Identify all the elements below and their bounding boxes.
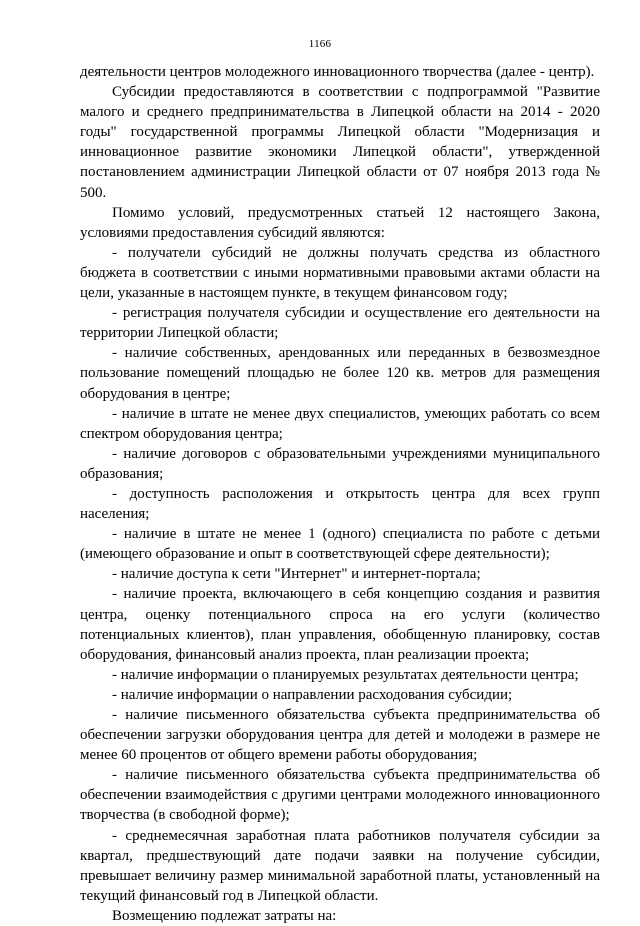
condition-item: - наличие проекта, включающего в себя концепцию создания и развития центра, оценку потенциального спроса на его услуги (количество потенциальных клиентов), план управления, обобщенную планировку, состав оборудования, финансовый анализ проекта, план реализации проекта; — [80, 586, 600, 663]
condition-item: - наличие собственных, арендованных или переданных в безвозмездное пользование помещений площадью не более 120 кв. метров для размещения оборудования в центре; — [80, 345, 600, 402]
condition-item: - доступность расположения и открытость центра для всех групп населения; — [80, 485, 600, 523]
condition-item: - наличие в штате не менее двух специалистов, умеющих работать со всем спектром оборудования центра; — [80, 405, 600, 442]
condition-item: - регистрация получателя субсидии и осуществление его деятельности на территории Липецкой области; — [80, 305, 600, 342]
condition-item: - наличие договоров с образовательными учреждениями муниципального образования; — [80, 445, 600, 482]
document-body — [80, 62, 600, 926]
condition-item: - наличие информации о планируемых результатах деятельности центра; — [112, 666, 579, 683]
paragraph-reimbursement: Возмещению подлежат затраты на: — [112, 907, 337, 924]
condition-item: - наличие доступа к сети "Интернет" и интернет-портала; — [112, 566, 481, 583]
condition-item: - среднемесячная заработная плата работников получателя субсидии за квартал, предшествующий дате подачи заявки на получение субсидии, превышает величину размер минимальной заработной платы, установленный на текущий финансовый год в Липецкой области. — [80, 827, 600, 904]
paragraph-continuation: деятельности центров молодежного инновационного творчества (далее - центр). — [80, 64, 595, 80]
condition-item: - получатели субсидий не должны получать средства из областного бюджета в соответствии с иными нормативными правовыми актами области на цели, указанные в настоящем пункте, в текущем финансовом году; — [80, 244, 600, 302]
condition-item: - наличие письменного обязательства субъекта предпринимательства об обеспечении загрузки оборудования центра для детей и молодежи в размере не менее 60 процентов от общего времени работы оборудования; — [80, 707, 600, 764]
condition-item: - наличие в штате не менее 1 (одного) специалиста по работе с детьми (имеющего образование и опыт в соответствующей сфере деятельности); — [80, 526, 600, 563]
paragraph-conditions-intro: Помимо условий, предусмотренных статьей 12 настоящего Закона, условиями предоставления субсидий являются: — [80, 204, 600, 241]
paragraph-subsidy-basis: Субсидии предоставляются в соответствии с подпрограммой "Развитие малого и среднего предпринимательства в Липецкой области на 2014 - 2020 годы" государственной программы Липецкой области "Модернизация и инновационное развитие экономики Липецкой области", утвержденной постановлением администрации Липецкой области от 07 ноября 2013 года № 500. — [80, 84, 600, 201]
condition-item: - наличие письменного обязательства субъекта предпринимательства об обеспечении взаимодействия с другими центрами молодежного инновационного творчества (в свободной форме); — [80, 767, 600, 824]
page-number: 1166 — [308, 38, 332, 50]
condition-item: - наличие информации о направлении расходования субсидии; — [112, 686, 513, 703]
